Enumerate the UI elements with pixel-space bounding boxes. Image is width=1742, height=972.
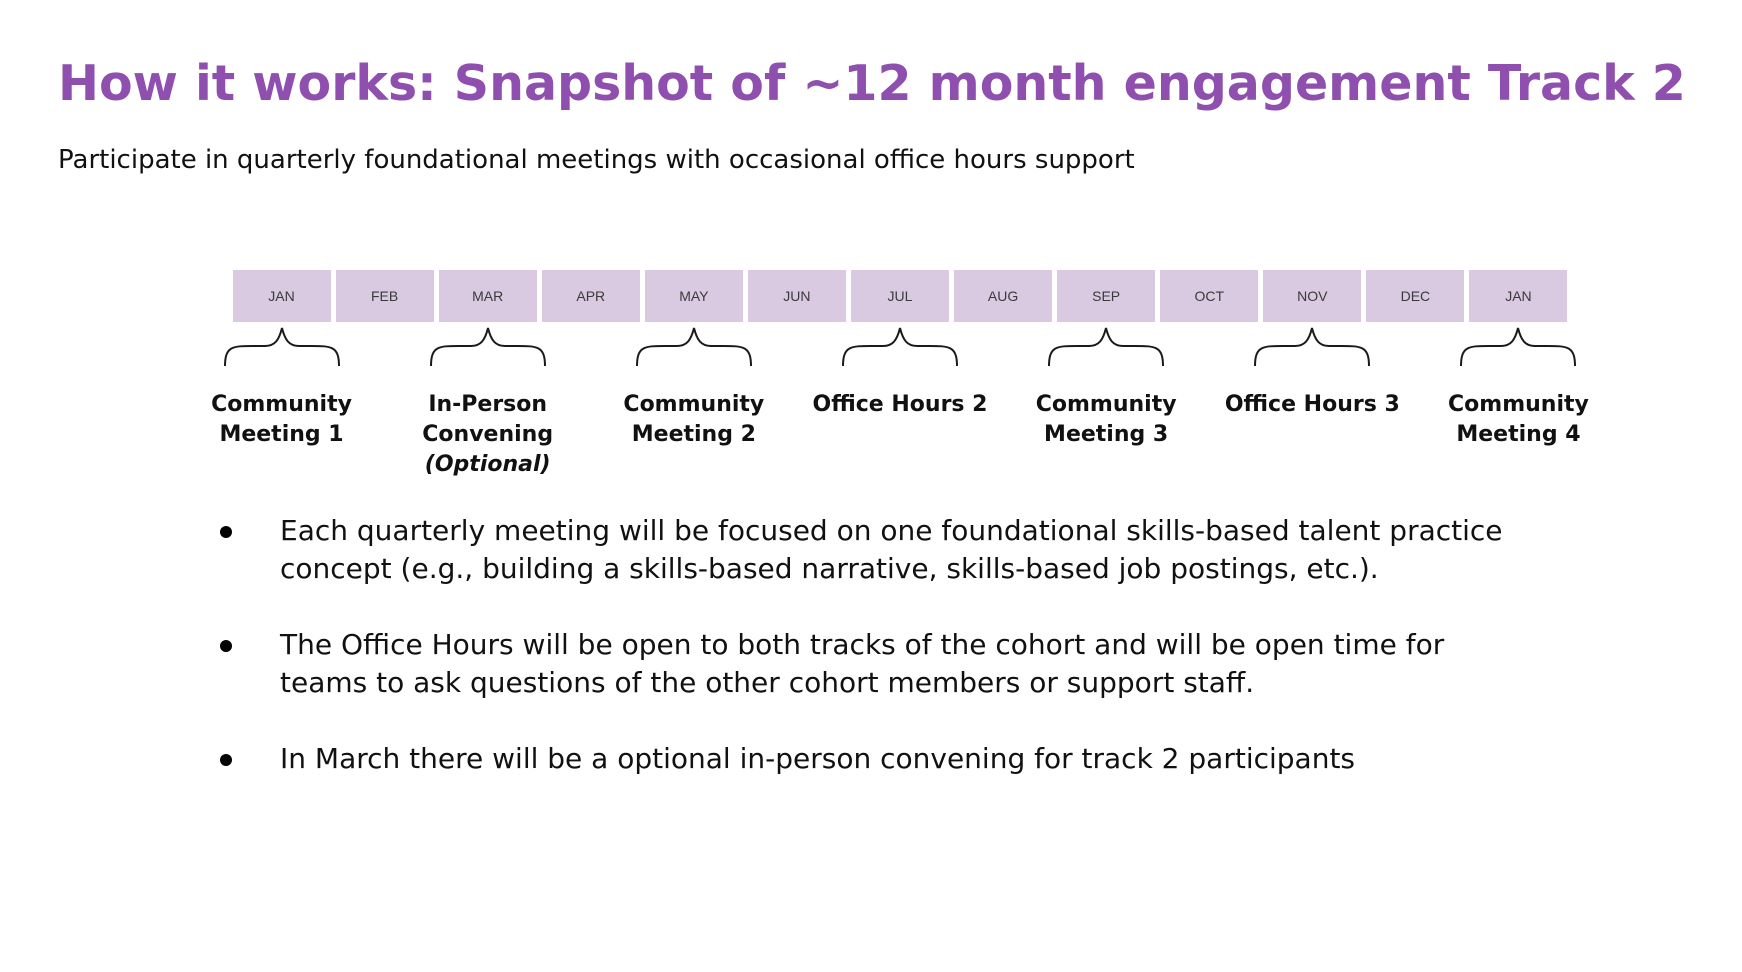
- month-sep-8: SEP: [1057, 270, 1155, 322]
- brace-6: [1253, 326, 1371, 368]
- bullet-item-3: [210, 740, 1530, 778]
- event-label-6: [1217, 390, 1407, 420]
- bullet-text: In March there will be a optional in-person convening for track 2 participants: [280, 742, 1356, 775]
- event-label-3: [599, 390, 789, 450]
- month-jun-5: JUN: [748, 270, 846, 322]
- month-oct-9: OCT: [1160, 270, 1258, 322]
- event-label-4: [805, 390, 995, 420]
- brace-1: [223, 326, 341, 368]
- brace-2: [429, 326, 547, 368]
- bullet-item-2: [210, 626, 1530, 702]
- month-dec-11: DEC: [1366, 270, 1464, 322]
- bullet-dot-icon: [220, 640, 232, 652]
- bullet-text: The Office Hours will be open to both tracks of the cohort and will be open time for teams to ask questions of the other cohort members or support staff.: [280, 628, 1445, 699]
- event-label-7: [1423, 390, 1613, 450]
- event-label-line: Office Hours 3: [1224, 392, 1400, 417]
- event-label-line: Meeting 4: [1456, 422, 1581, 447]
- month-apr-3: APR: [542, 270, 640, 322]
- event-label-line: (Optional): [424, 452, 551, 477]
- month-feb-1: FEB: [336, 270, 434, 322]
- brace-4: [841, 326, 959, 368]
- event-label-line: Community: [1035, 392, 1177, 417]
- slide-subtitle: Participate in quarterly foundational meetings with occasional office hours support: [58, 145, 1135, 175]
- month-aug-7: AUG: [954, 270, 1052, 322]
- month-jan-12: JAN: [1469, 270, 1567, 322]
- event-label-line: Meeting 2: [631, 422, 756, 447]
- bullet-text: Each quarterly meeting will be focused on one foundational skills-based talent practice concept (e.g., building a skills-based narrative, skills-based job postings, etc.).: [280, 514, 1503, 585]
- event-label-line: Meeting 3: [1044, 422, 1169, 447]
- month-may-4: MAY: [645, 270, 743, 322]
- month-jul-6: JUL: [851, 270, 949, 322]
- bullet-dot-icon: [220, 754, 232, 766]
- event-label-line: Office Hours 2: [812, 392, 988, 417]
- event-label-line: Meeting 1: [219, 422, 344, 447]
- event-label-5: [1011, 390, 1201, 450]
- month-jan-0: JAN: [233, 270, 331, 322]
- month-mar-2: MAR: [439, 270, 537, 322]
- brace-7: [1459, 326, 1577, 368]
- slide-title: How it works: Snapshot of ~12 month engagement Track 2: [58, 55, 1686, 112]
- bullet-list: [210, 512, 1530, 778]
- event-label-line: Community: [211, 392, 352, 417]
- bullet-dot-icon: [220, 526, 232, 538]
- event-label-2: [393, 390, 583, 480]
- event-label-line: Convening: [422, 422, 554, 447]
- event-label-line: In-Person: [428, 392, 548, 417]
- month-timeline: [230, 270, 1570, 322]
- event-label-line: Community: [623, 392, 765, 417]
- event-label-1: [187, 390, 377, 450]
- bullet-item-1: [210, 512, 1530, 588]
- month-nov-10: NOV: [1263, 270, 1361, 322]
- brace-5: [1047, 326, 1165, 368]
- brace-3: [635, 326, 753, 368]
- event-label-line: Community: [1448, 392, 1589, 417]
